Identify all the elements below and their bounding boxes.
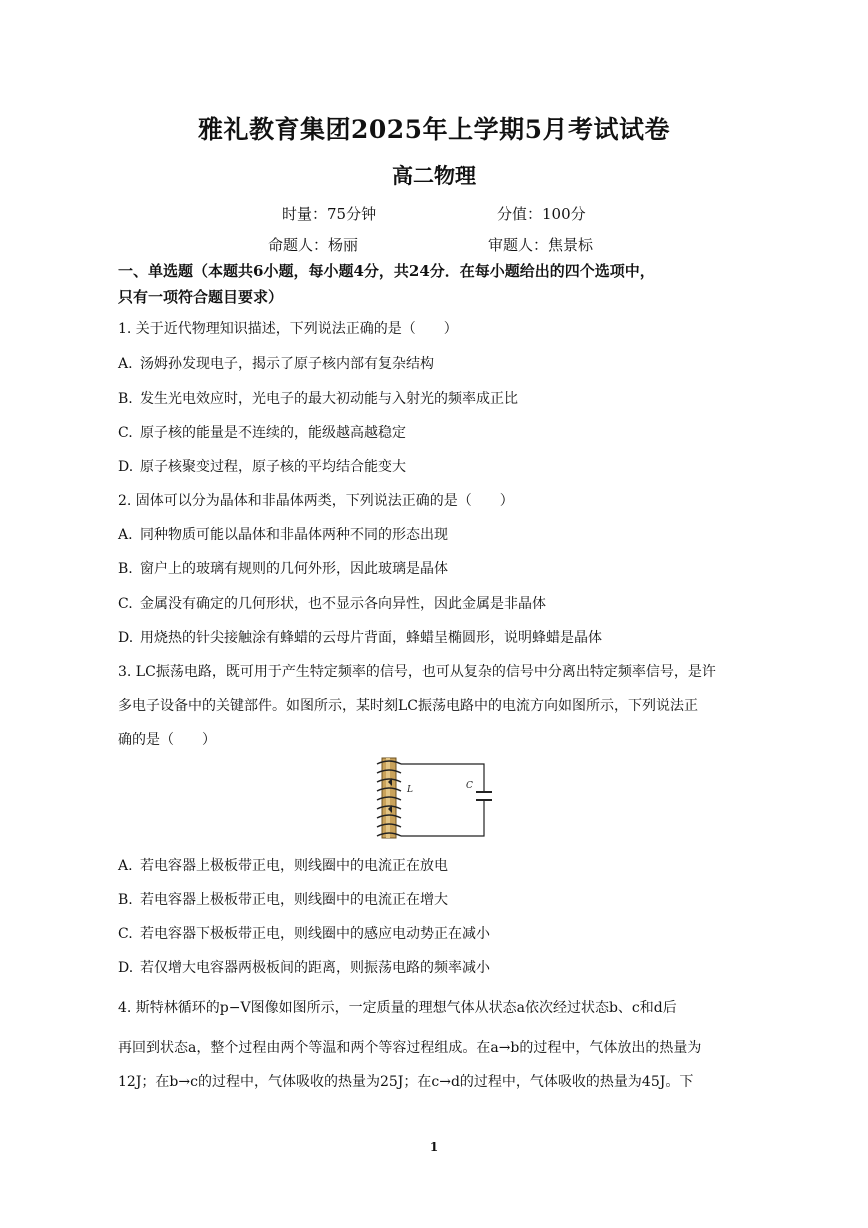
question-stem: 12J；在b→c的过程中，气体吸收的热量为25J；在c→d的过程中，气体吸收的热量为45J。下 [118,1074,694,1090]
question-stem: 2. 固体可以分为晶体和非晶体两类，下列说法正确的是（ ） [118,493,514,509]
exam-author: 命题人：杨丽 [268,236,359,254]
page-number: 1 [429,1140,439,1154]
option-text: 若电容器上极板带正电，则线圈中的电流正在增大 [140,892,448,908]
lc-circuit-figure [374,756,494,840]
question-stem: 1. 关于近代物理知识描述，下列说法正确的是（ ） [118,321,458,337]
exam-score: 分值：100分 [497,205,586,223]
option-b [118,388,518,408]
option-text: 若电容器上极板带正电，则线圈中的电流正在放电 [140,858,448,874]
option-text: 发生光电效应时，光电子的最大初动能与入射光的频率成正比 [140,391,518,407]
question-stem: 确的是（ ） [118,732,216,748]
option-text: 若电容器下极板带正电，则线圈中的感应电动势正在减小 [140,926,490,942]
inductor-label: L [407,785,413,795]
option-text: 原子核聚变过程，原子核的平均结合能变大 [140,459,406,475]
option-c [118,422,406,442]
question-stem: 再回到状态a，整个过程由两个等温和两个等容过程组成。在a→b的过程中，气体放出的热量为 [118,1040,702,1056]
option-text: 同种物质可能以晶体和非晶体两种不同的形态出现 [140,527,448,543]
option-letter: D. [118,630,134,646]
option-letter: A. [118,858,133,874]
section-heading-line: 一、单选题（本题共6小题，每小题4分，共24分．在每小题给出的四个选项中， [118,262,655,280]
exam-reviewer: 审题人：焦景标 [488,236,594,254]
circuit-wire-bottom [401,800,484,836]
option-text: 金属没有确定的几何形状，也不显示各向异性，因此金属是非晶体 [140,596,546,612]
option-c [118,593,546,613]
option-text: 窗户上的玻璃有规则的几何外形，因此玻璃是晶体 [140,561,448,577]
option-b [118,889,448,909]
option-text: 若仅增大电容器两极板间的距离，则振荡电路的频率减小 [140,960,490,976]
option-letter: C. [118,926,133,942]
option-text: 汤姆孙发现电子，揭示了原子核内部有复杂结构 [140,356,434,372]
option-a [118,524,448,544]
question-stem: 4. 斯特林循环的p−V图像如图所示，一定质量的理想气体从状态a依次经过状态b、c和d后 [118,1000,677,1016]
option-letter: C. [118,596,133,612]
question-stem: 多电子设备中的关键部件。如图所示，某时刻LC振荡电路中的电流方向如图所示，下列说法正 [118,698,699,714]
option-letter: C. [118,425,133,441]
option-d [118,456,406,476]
option-d [118,957,490,977]
exam-title: 雅礼教育集团2025年上学期5月考试试卷 [198,115,670,144]
capacitor-label: C [466,781,473,791]
option-text: 用烧热的针尖接触涂有蜂蜡的云母片背面，蜂蜡呈椭圆形，说明蜂蜡是晶体 [140,630,602,646]
option-letter: D. [118,960,134,976]
option-letter: B. [118,561,133,577]
option-d [118,627,602,647]
section-heading-line: 只有一项符合题目要求） [118,288,284,306]
option-letter: D. [118,459,134,475]
option-letter: B. [118,391,133,407]
exam-time: 时量：75分钟 [282,205,377,223]
option-text: 原子核的能量是不连续的，能级越高越稳定 [140,425,406,441]
exam-subject: 高二物理 [392,163,476,188]
question-stem: 3. LC振荡电路，既可用于产生特定频率的信号，也可从复杂的信号中分离出特定频率信号，是许 [118,664,716,680]
option-a [118,353,434,373]
option-letter: A. [118,356,133,372]
section-heading [118,258,768,310]
option-b [118,558,448,578]
option-letter: B. [118,892,133,908]
option-letter: A. [118,527,133,543]
option-c [118,923,490,943]
option-a [118,855,448,875]
